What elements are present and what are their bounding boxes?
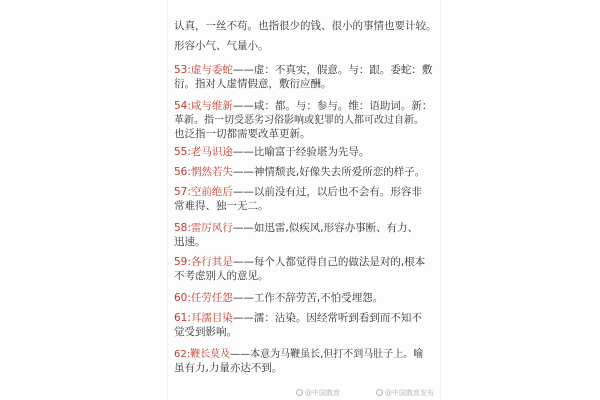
entry-text: ——如迅雷,似疾风,形容办事断、有力、: [232, 222, 419, 234]
entry-text: ——以前没有过，以后也不会有。形容非: [232, 186, 422, 198]
entry-text: ——本意为马鞭虽长,但打不到马肚子上。喻: [230, 349, 424, 360]
entry-54-cont-2: 也泛指一切都需要改革更新。: [174, 128, 311, 140]
entry-text: ——每个人都觉得自己的做法是对的,根本: [232, 256, 426, 268]
entry-term: 惘然若失: [190, 166, 233, 178]
entry-61: [174, 312, 422, 325]
entry-number: 61:: [174, 312, 191, 324]
entry-62: [174, 348, 423, 361]
entry-59-cont: 不考虑别人的意见。: [174, 270, 269, 282]
entry-53-cont: 衍。指对人虚情假意，敷衍应酬。: [174, 78, 332, 90]
weibo-icon: [376, 389, 383, 396]
entry-text: ——神情颓丧,好像失去所爱所恋的样子。: [232, 166, 426, 178]
entry-term: 各行其是: [190, 256, 233, 268]
entry-text: ——濡：沾染。因经常听到看到而不知不: [232, 312, 422, 324]
entry-number: 58:: [174, 222, 191, 234]
entry-text: ——虚：不真实，假意。与：跟。委蛇：敷: [232, 64, 433, 76]
entry-number: 59:: [174, 256, 191, 268]
entry-57-cont: 常难得、独一无二。: [174, 200, 269, 212]
entry-56: [174, 166, 425, 179]
entry-57: [174, 186, 422, 199]
entry-text: ——咸：都。与：参与。维：语助词。新：: [232, 100, 433, 112]
entry-term: 咸与维新: [190, 100, 233, 112]
entry-term: 老马识途: [190, 146, 233, 158]
entry-60: [174, 292, 383, 305]
entry-number: 55:: [174, 146, 191, 158]
entry-58: [174, 222, 418, 235]
entry-term: 任劳任怨: [190, 292, 233, 304]
entry-number: 56:: [174, 166, 191, 178]
intro-line-2: 形容小气、气量小。: [174, 40, 269, 52]
entry-59: [174, 256, 425, 269]
entry-number: 60:: [174, 292, 191, 304]
entry-term: 鞭长莫及: [190, 349, 231, 360]
entry-62-cont: 虽有力,力量亦达不到。: [174, 362, 283, 374]
entry-term: 虚与委蛇: [190, 64, 233, 76]
entry-term: 雷厉风行: [190, 222, 233, 234]
entry-number: 53:: [174, 64, 191, 76]
entry-number: 54:: [174, 100, 191, 112]
weibo-icon: [296, 389, 303, 396]
entry-number: 57:: [174, 186, 191, 198]
entry-number: 62:: [174, 349, 191, 360]
entry-text: ——比喻富于经验堪为先导。: [232, 146, 370, 158]
entry-term: 耳濡目染: [190, 312, 233, 324]
entry-54-cont-1: 革新。指一切受恶劣习俗影响或犯罪的人都可改过自新。: [174, 115, 424, 126]
intro-line-1: 认真，一丝不苟。也指很少的钱、很小的事情也要计较。: [174, 20, 437, 32]
entry-term: 空前绝后: [190, 186, 233, 198]
entry-text: ——工作不辞劳苦,不怕受埋怨。: [232, 292, 384, 304]
entry-61-cont: 觉受到影响。: [174, 326, 237, 338]
watermark-2: @中国教育发布: [376, 388, 434, 398]
entry-54: [174, 100, 432, 113]
entry-53: [174, 64, 432, 77]
entry-58-cont: 迅速。: [174, 236, 206, 248]
watermark-1: @中国教育: [296, 388, 340, 398]
entry-55: [174, 146, 369, 159]
